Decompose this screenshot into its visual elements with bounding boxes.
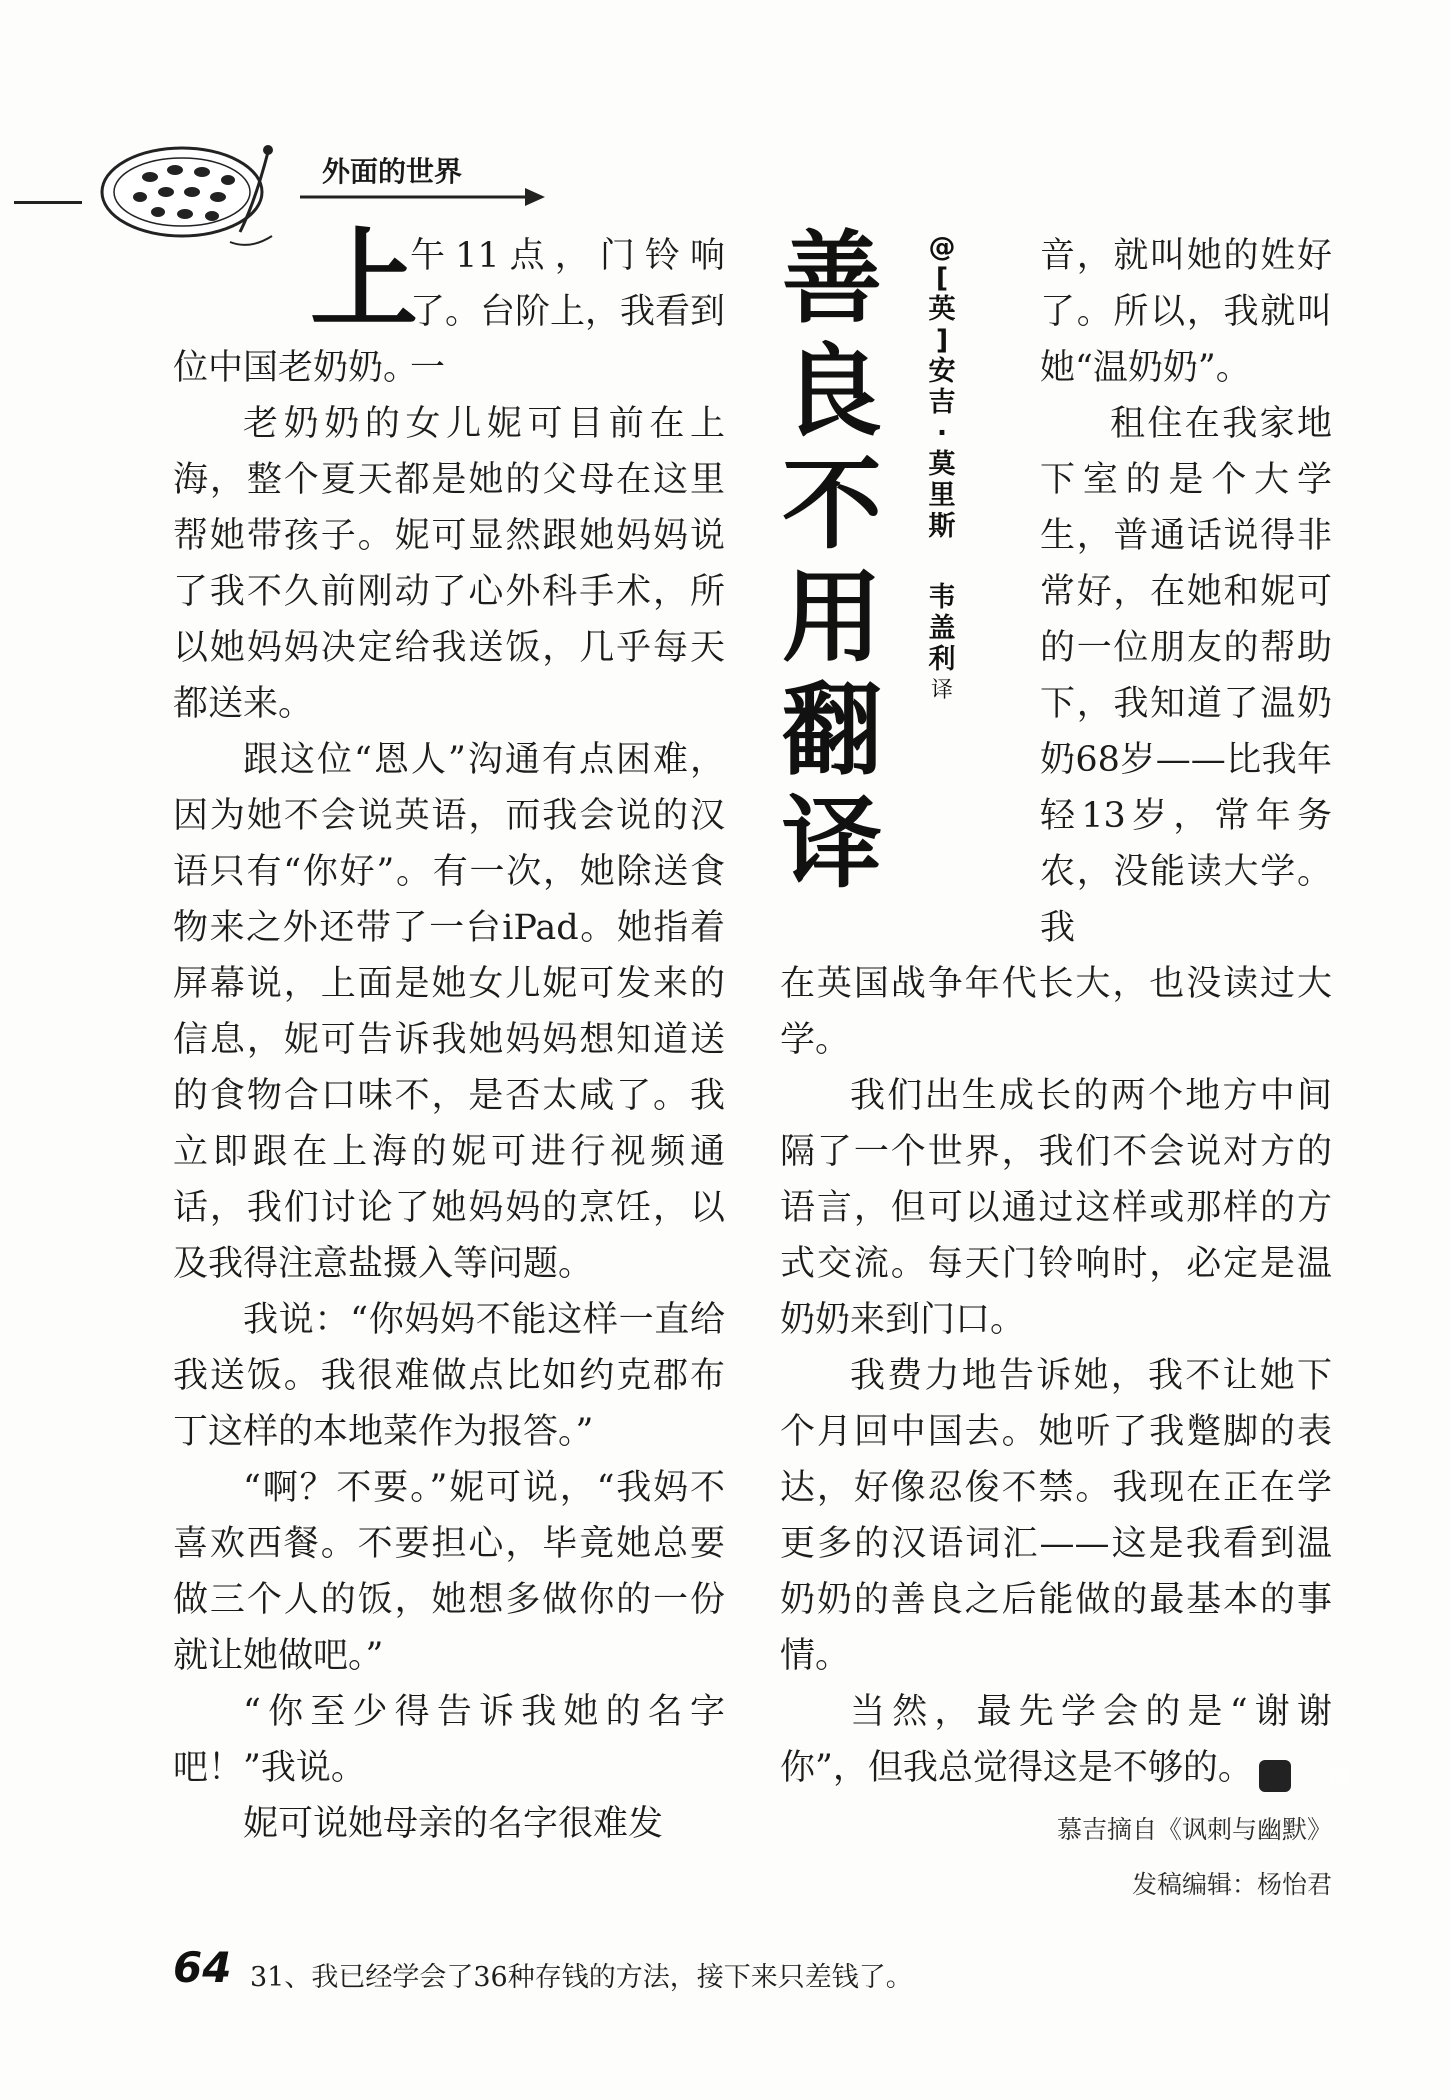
translator-char: 盖 — [928, 613, 956, 644]
title-char: 用 — [782, 558, 882, 676]
source-credit: 慕吉摘自《讽刺与幽默》 — [1056, 1815, 1332, 1844]
article-title — [772, 219, 892, 902]
author-char: 莫 — [928, 449, 956, 480]
author-char: 英 — [928, 294, 956, 325]
end-mark-icon: 幽 — [1259, 1760, 1291, 1792]
right-column-narrow — [1040, 228, 1332, 956]
translator-char: 利 — [928, 644, 956, 675]
lotus-pod-illustration — [90, 132, 280, 262]
author-char: 里 — [928, 480, 956, 511]
author-char: · — [936, 418, 948, 449]
section-label: 外面的世界 — [322, 155, 463, 188]
author-char: [ — [935, 263, 949, 294]
paragraph: 在英国战争年代长大，也没读过大学。 — [780, 964, 1332, 1060]
section-arrow-icon — [300, 186, 545, 208]
editor-credit: 发稿编辑：杨怡君 — [1131, 1870, 1332, 1899]
translate-word: 译 — [930, 678, 953, 703]
paragraph — [780, 1684, 1349, 1796]
paragraph: 我们出生成长的两个地方中间隔了一个世界，我们不会说对方的语言，但可以通过这样或那样的方式交流。每天门铃响时，必定是温奶奶来到门口。 — [780, 1076, 1332, 1340]
title-char: 良 — [782, 332, 882, 450]
author-char: 吉 — [928, 387, 956, 418]
paragraph: 位中国老奶奶。 — [173, 348, 419, 388]
paragraph: “你至少得告诉我她的名字吧！”我说。 — [173, 1692, 725, 1788]
paragraph: 妮可说她母亲的名字很难发 — [243, 1804, 664, 1844]
closing-sentence: 当然，最先学会的是“谢谢你”，但我总觉得这是不够的。 — [780, 1692, 1332, 1788]
byline-mark: @ — [928, 232, 956, 263]
title-char: 善 — [782, 219, 882, 337]
paragraph: “啊？不要。”妮可说，“我妈不喜欢西餐。不要担心，毕竟她总要做三个人的饭，她想多做你的一份就让她做吧。” — [173, 1468, 725, 1676]
byline — [922, 232, 962, 706]
translator-char: 韦 — [928, 582, 956, 613]
header-rule — [14, 201, 82, 204]
paragraph: 租住在我家地下室的是个大学生，普通话说得非常好，在她和妮可的一位朋友的帮助下，我知道了温奶奶68岁——比我年轻13岁，常年务农，没能读大学。我 — [1040, 404, 1332, 948]
author-char: 斯 — [928, 511, 956, 542]
author-char: 安 — [928, 356, 956, 387]
paragraph: 音，就叫她的姓好了。所以，我就叫她“温奶奶”。 — [1040, 236, 1332, 388]
footer-joke: 31、我已经学会了36种存钱的方法，接下来只差钱了。 — [250, 1962, 913, 1993]
dropcap: 上 — [310, 218, 419, 343]
paragraph: 老奶奶的女儿妮可目前在上海，整个夏天都是她的父母在这里帮她带孩子。妮可显然跟她妈妈说了我不久前刚动了心外科手术，所以她妈妈决定给我送饭，几乎每天都送来。 — [173, 404, 725, 724]
title-char: 不 — [782, 445, 882, 563]
author-char: ] — [935, 325, 949, 356]
right-column-wide — [780, 956, 1349, 1796]
byline-spacer — [922, 542, 962, 582]
title-char: 翻 — [782, 671, 882, 789]
opening-lines: 午11点，门铃响了。台阶上，我看到一 — [410, 236, 726, 388]
left-column — [173, 340, 725, 1852]
paragraph: 跟这位“恩人”沟通有点困难，因为她不会说英语，而我会说的汉语只有“你好”。有一次，她除送食物来之外还带了一台iPad。她指着屏幕说，上面是她女儿妮可发来的信息，妮可告诉我她妈妈想知道送的食物合口味不，是否太咸了。我立即跟在上海的妮可进行视频通话，我们讨论了她妈妈的烹饪，以及我得注意盐摄入等问题。 — [173, 740, 725, 1284]
title-char: 译 — [782, 784, 882, 902]
paragraph: 我说：“你妈妈不能这样一直给我送饭。我很难做点比如约克郡布丁这样的本地菜作为报答。” — [173, 1300, 725, 1452]
page-number: 64 — [173, 1943, 232, 1992]
paragraph: 我费力地告诉她，我不让她下个月回中国去。她听了我蹩脚的表达，好像忍俊不禁。我现在正在学更多的汉语词汇——这是我看到温奶奶的善良之后能做的最基本的事情。 — [780, 1356, 1332, 1676]
